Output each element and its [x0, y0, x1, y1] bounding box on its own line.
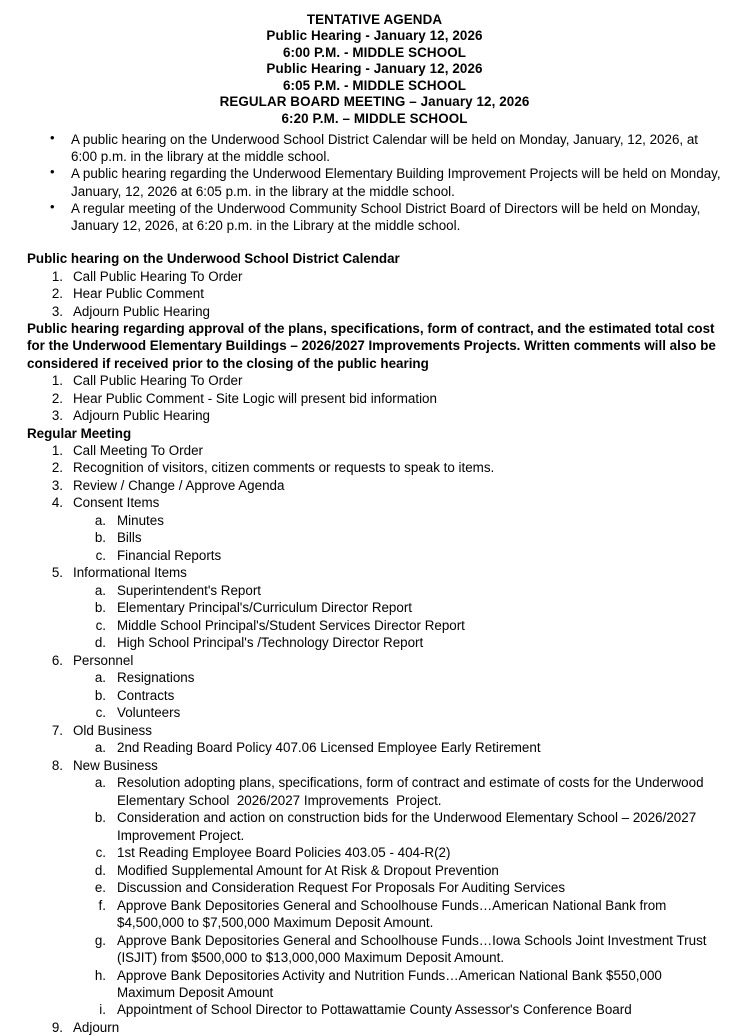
list-item-label: Call Meeting To Order	[73, 442, 203, 458]
list-item	[27, 372, 722, 389]
list-item-label: Adjourn	[73, 1019, 120, 1035]
list-marker: 3.	[51, 477, 63, 493]
list-item	[27, 774, 722, 809]
list-marker: a.	[94, 740, 106, 756]
list-marker: a.	[94, 512, 106, 528]
list-item	[27, 407, 722, 424]
list-item	[27, 809, 722, 844]
list-item	[27, 739, 722, 756]
list-item-label: Appointment of School Director to Pottawattamie County Assessor's Conference Board	[117, 1002, 632, 1018]
section-heading-regular-meeting: Regular Meeting	[27, 425, 132, 441]
list-item-label: Approve Bank Depositories General and Schoolhouse Funds…Iowa Schools Joint Investment Trust (ISJIT) from $500,000 to $13,000,000 Maximum Deposit Amount.	[117, 932, 711, 966]
list-item-label: Superintendent's Report	[117, 582, 261, 598]
list-item	[27, 442, 722, 459]
list-item	[27, 634, 722, 651]
header-board-meeting-date: REGULAR BOARD MEETING – January 12, 2026	[219, 94, 530, 110]
list-marker: 1.	[51, 268, 63, 284]
hearing-calendar-item-list	[27, 268, 722, 320]
list-marker: i.	[99, 1002, 106, 1018]
list-marker: 2.	[51, 286, 63, 302]
list-item	[27, 547, 722, 564]
list-marker: 7.	[51, 722, 63, 738]
list-item-label: Volunteers	[117, 705, 181, 721]
list-item	[27, 165, 725, 199]
header-hearing-1-date: Public Hearing - January 12, 2026	[266, 28, 483, 44]
list-item-label: Review / Change / Approve Agenda	[73, 477, 285, 493]
list-item-label: Discussion and Consideration Request For Proposals For Auditing Services	[117, 880, 566, 896]
list-item-label: Elementary Principal's/Curriculum Director Report	[117, 600, 413, 616]
notice-bullet-list	[27, 131, 725, 234]
list-item-label: Recognition of visitors, citizen comments or requests to speak to items.	[73, 460, 495, 476]
document-header	[27, 12, 722, 127]
list-item	[27, 757, 722, 774]
personnel-items-sublist	[27, 669, 722, 721]
list-marker: c.	[95, 547, 106, 563]
list-item	[27, 862, 722, 879]
list-item	[27, 512, 722, 529]
list-item-label: Adjourn Public Hearing	[73, 303, 210, 319]
list-item-label: Adjourn Public Hearing	[73, 408, 210, 424]
list-item	[27, 494, 722, 511]
list-marker: a.	[94, 775, 106, 791]
list-marker: d.	[94, 635, 106, 651]
list-item-label: Resolution adopting plans, specifications, form of contract and estimate of costs for the Underwood Elementary School 2026/2027 Improvements Project.	[117, 775, 708, 808]
list-item-label: Hear Public Comment	[73, 286, 204, 302]
section-spacer	[27, 234, 722, 250]
list-item-label: Financial Reports	[117, 547, 222, 563]
list-item	[27, 200, 722, 234]
new-business-sublist	[27, 774, 722, 1019]
list-item-label: Consideration and action on construction bids for the Underwood Elementary School – 2026/2027 Improvement Project.	[117, 810, 700, 843]
list-item	[27, 844, 722, 861]
old-business-sublist	[27, 739, 722, 756]
list-item-label: Minutes	[117, 512, 164, 528]
list-item	[27, 285, 722, 302]
list-item	[27, 268, 722, 285]
list-item-label: Informational Items	[73, 565, 187, 581]
section-heading-hearing-plans: Public hearing regarding approval of the plans, specifications, form of contract, and the estimated total cost for the Underwood Elementary Buildings – 2026/2027 Improvements Projects. Written comments will also be considered if received prior to the closing of the public hearing	[27, 321, 716, 371]
list-marker: 8.	[51, 757, 63, 773]
list-item	[27, 582, 722, 599]
list-marker: f.	[98, 897, 106, 913]
list-item	[27, 303, 722, 320]
list-marker: 3.	[51, 303, 63, 319]
list-marker: a.	[94, 670, 106, 686]
list-marker: h.	[94, 967, 106, 983]
list-item	[27, 617, 722, 634]
list-marker: 4.	[51, 495, 63, 511]
list-marker: 3.	[51, 408, 63, 424]
list-marker: c.	[95, 617, 106, 633]
list-marker: b.	[94, 687, 106, 703]
list-item-label: Hear Public Comment - Site Logic will present bid information	[73, 390, 437, 406]
list-item-label: 1st Reading Employee Board Policies 403.05 - 404-R(2)	[117, 845, 451, 861]
list-marker: a.	[94, 582, 106, 598]
header-board-meeting-time: 6:20 P.M. – MIDDLE SCHOOL	[281, 110, 468, 126]
consent-items-sublist	[27, 512, 722, 564]
list-item	[27, 652, 722, 669]
list-marker: 1.	[51, 442, 63, 458]
list-item-label: Contracts	[117, 687, 175, 703]
notice-text: • A regular meeting of the Underwood Community School District Board of Directors will be held on Monday, January 12, 2026, at 6:20 p.m. in the Library at the middle school.	[71, 200, 705, 234]
list-item-label: Middle School Principal's/Student Services Director Report	[117, 617, 465, 633]
section-heading-hearing-calendar: Public hearing on the Underwood School District Calendar	[27, 251, 400, 267]
list-item-label: Old Business	[73, 722, 152, 738]
list-item	[27, 879, 722, 896]
list-item	[27, 687, 722, 704]
list-item-label: Call Public Hearing To Order	[73, 373, 243, 389]
list-item	[27, 131, 722, 165]
list-item	[27, 564, 722, 581]
list-item	[27, 529, 722, 546]
list-item	[27, 897, 722, 932]
list-marker: 2.	[51, 390, 63, 406]
regular-meeting-item-list	[27, 442, 722, 1036]
notice-text: • A public hearing regarding the Underwood Elementary Building Improvement Projects will be held on Monday, January, 12, 2026 at 6:05 p.m. in the library at the middle school.	[71, 166, 725, 199]
list-marker: e.	[94, 880, 106, 896]
list-item-label: 2nd Reading Board Policy 407.06 Licensed Employee Early Retirement	[117, 740, 541, 756]
list-item-label: Consent Items	[73, 495, 160, 511]
hearing-plans-item-list	[27, 372, 722, 424]
list-item	[27, 669, 722, 686]
list-marker: b.	[94, 810, 106, 826]
list-item-label: Resignations	[117, 670, 195, 686]
header-title: TENTATIVE AGENDA	[306, 12, 443, 27]
informational-items-sublist	[27, 582, 722, 652]
header-hearing-1-time: 6:00 P.M. - MIDDLE SCHOOL	[282, 44, 467, 60]
list-marker: 2.	[51, 460, 63, 476]
list-item	[27, 599, 722, 616]
list-item	[27, 1001, 722, 1018]
list-marker: 1.	[51, 373, 63, 389]
list-item-label: Approve Bank Depositories General and Schoolhouse Funds…American National Bank from $4,500,000 to $7,500,000 Maximum Deposit Amount.	[117, 897, 671, 931]
list-marker: d.	[94, 862, 106, 878]
list-item-label: Modified Supplemental Amount for At Risk & Dropout Prevention	[117, 862, 499, 878]
list-item	[27, 1019, 722, 1036]
list-item	[27, 967, 722, 1002]
list-item	[27, 459, 722, 476]
list-marker: c.	[95, 705, 106, 721]
list-item-label: Call Public Hearing To Order	[73, 268, 243, 284]
list-item	[27, 704, 722, 721]
list-marker: g.	[94, 932, 106, 948]
list-item	[27, 390, 722, 407]
list-item	[27, 722, 722, 739]
header-hearing-2-date: Public Hearing - January 12, 2026	[266, 61, 483, 77]
list-marker: b.	[94, 530, 106, 546]
list-item	[27, 477, 722, 494]
list-item-label: High School Principal's /Technology Director Report	[117, 635, 424, 651]
list-marker: c.	[95, 845, 106, 861]
list-item-label: Approve Bank Depositories Activity and Nutrition Funds…American National Bank $550,000 Maximum Deposit Amount	[117, 967, 666, 1000]
list-marker: b.	[94, 600, 106, 616]
list-item-label: New Business	[73, 757, 158, 773]
list-marker: 6.	[51, 652, 63, 668]
list-marker: 5.	[51, 565, 63, 581]
list-marker: 9.	[51, 1019, 63, 1035]
header-hearing-2-time: 6:05 P.M. - MIDDLE SCHOOL	[282, 77, 467, 93]
list-item-label: Personnel	[73, 652, 134, 668]
notice-text: • A public hearing on the Underwood School District Calendar will be held on Monday, January, 12, 2026, at 6:00 p.m. in the library at the middle school.	[71, 131, 702, 165]
list-item	[27, 932, 722, 967]
list-item-label: Bills	[117, 530, 142, 546]
